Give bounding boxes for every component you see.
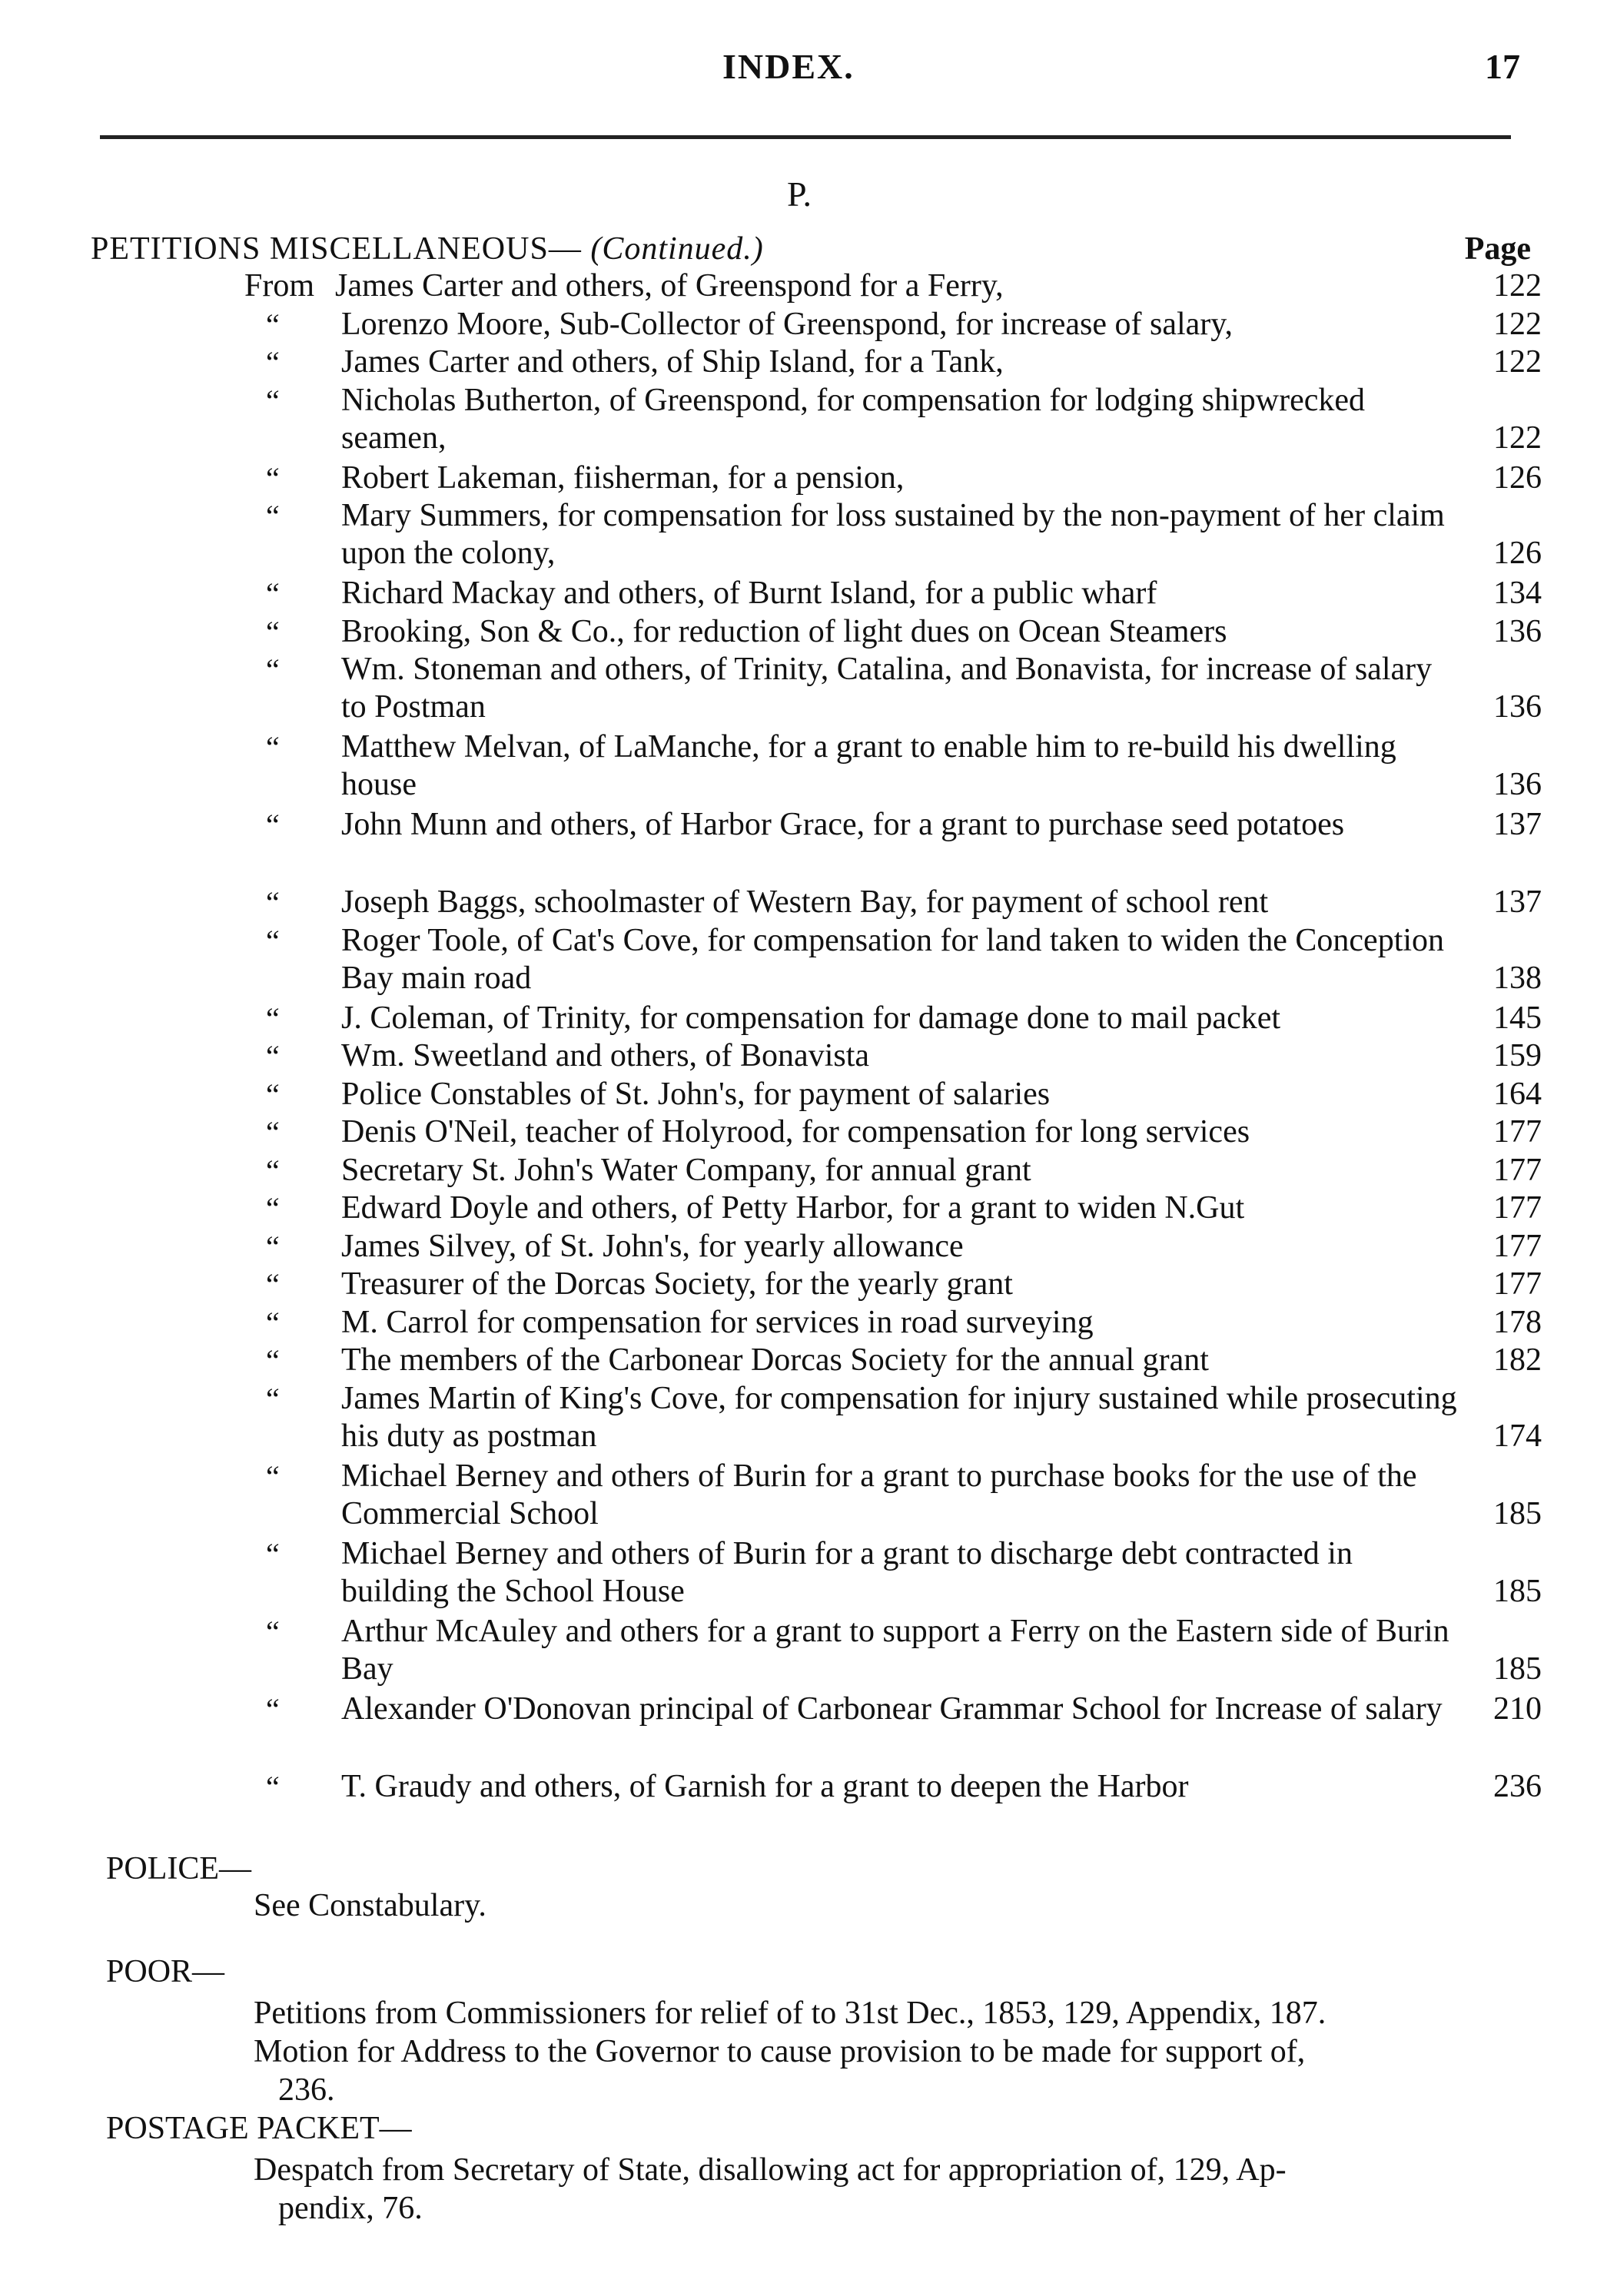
- petition-entry: [244, 651, 1542, 726]
- ditto-mark: “: [266, 1153, 280, 1188]
- petition-page-ref: 177: [1493, 1266, 1542, 1302]
- petition-text: Roger Toole, of Cat's Cove, for compensation for land taken to widen the Conception Bay main road: [341, 922, 1445, 996]
- petitions-heading: [91, 231, 764, 267]
- petition-entry: [244, 1380, 1542, 1455]
- ditto-mark: “: [266, 1000, 280, 1036]
- petition-text: M. Carrol for compensation for services in road surveying: [341, 1304, 1094, 1340]
- petition-entry: [244, 806, 1542, 844]
- petition-page-ref: 122: [1493, 306, 1542, 342]
- petition-entry: [244, 1076, 1542, 1113]
- petition-page-ref: 174: [1493, 1418, 1542, 1454]
- ditto-mark: “: [266, 576, 280, 611]
- petition-page-ref: 178: [1493, 1304, 1542, 1340]
- ditto-mark: “: [266, 1381, 280, 1416]
- petition-page-ref: 164: [1493, 1076, 1542, 1112]
- petition-text: T. Graudy and others, of Garnish for a grant to deepen the Harbor: [341, 1768, 1189, 1804]
- petition-entry: [244, 1768, 1542, 1806]
- petition-text: Nicholas Butherton, of Greenspond, for compensation for lodging shipwrecked seamen,: [341, 382, 1366, 456]
- ditto-mark: “: [266, 383, 280, 418]
- petition-page-ref: 177: [1493, 1190, 1542, 1226]
- poor-heading: POOR—: [106, 1954, 225, 1989]
- petition-page-ref: 210: [1493, 1690, 1542, 1727]
- ditto-mark: “: [266, 460, 280, 496]
- petition-page-ref: 137: [1493, 807, 1542, 842]
- petition-text: Michael Berney and others of Burin for a grant to discharge debt contracted in building the School House: [341, 1535, 1353, 1609]
- poor-line-2: Motion for Address to the Governor to cause provision to be made for support of,: [254, 2034, 1306, 2069]
- petition-entry: [244, 1152, 1542, 1189]
- petition-text: Edward Doyle and others, of Petty Harbor, for a grant to widen N.Gut: [341, 1190, 1245, 1226]
- petition-text: James Carter and others, of Greenspond for a Ferry,: [335, 268, 1004, 304]
- petition-entry: [244, 1535, 1542, 1611]
- petition-text: Police Constables of St. John's, for payment of salaries: [341, 1076, 1051, 1112]
- petition-entry: [244, 382, 1542, 457]
- ditto-mark: “: [266, 1769, 280, 1804]
- petition-page-ref: 185: [1493, 1495, 1542, 1531]
- ditto-mark: “: [266, 923, 280, 958]
- petition-page-ref: 134: [1493, 576, 1542, 611]
- petition-entry: [244, 922, 1542, 997]
- petition-entry: [244, 1690, 1542, 1728]
- police-heading: POLICE—: [106, 1851, 251, 1886]
- petition-entry: [244, 1266, 1542, 1303]
- petition-page-ref: 182: [1493, 1342, 1542, 1378]
- postage-heading: POSTAGE PACKET—: [106, 2111, 412, 2146]
- petition-text: Arthur McAuley and others for a grant to support a Ferry on the Eastern side of Burin Bay: [341, 1613, 1449, 1687]
- running-head: [0, 46, 1617, 92]
- petition-page-ref: 177: [1493, 1114, 1542, 1150]
- petition-entry: [244, 1613, 1542, 1688]
- petition-text: Lorenzo Moore, Sub-Collector of Greenspond, for increase of salary,: [341, 306, 1234, 342]
- petition-page-ref: 122: [1493, 268, 1542, 304]
- petition-page-ref: 177: [1493, 1152, 1542, 1188]
- petition-page-ref: 185: [1493, 1651, 1542, 1687]
- ditto-mark: “: [266, 730, 280, 765]
- ditto-mark: “: [266, 499, 280, 533]
- petition-page-ref: 185: [1493, 1573, 1542, 1609]
- petition-text: The members of the Carbonear Dorcas Society for the annual grant: [341, 1342, 1209, 1378]
- page-title: INDEX.: [722, 47, 855, 86]
- petition-page-ref: 236: [1493, 1768, 1542, 1804]
- police-line: See Constabulary.: [254, 1888, 486, 1923]
- petition-page-ref: 138: [1493, 960, 1542, 996]
- petition-text: Secretary St. John's Water Company, for annual grant: [341, 1152, 1031, 1188]
- ditto-mark: “: [266, 307, 280, 342]
- ditto-mark: “: [266, 1229, 280, 1264]
- petition-entry: [244, 460, 1542, 497]
- petition-page-ref: 122: [1493, 420, 1542, 456]
- petition-text: Wm. Stoneman and others, of Trinity, Catalina, and Bonavista, for increase of salary to Postman: [341, 652, 1433, 725]
- petition-entry: [244, 306, 1542, 343]
- petition-entry: [244, 1037, 1542, 1075]
- petition-entry: [244, 1113, 1542, 1151]
- ditto-mark: “: [266, 1614, 280, 1649]
- petition-entry: [244, 884, 1542, 921]
- petition-text: Joseph Baggs, schoolmaster of Western Bay, for payment of school rent: [341, 884, 1269, 920]
- header-rule: [100, 135, 1511, 139]
- petition-text: Wm. Sweetland and others, of Bonavista: [341, 1038, 870, 1073]
- ditto-mark: “: [266, 1458, 280, 1494]
- petition-entry: [244, 1304, 1542, 1342]
- petition-text: John Munn and others, of Harbor Grace, for a grant to purchase seed potatoes: [341, 807, 1345, 842]
- petition-text: Michael Berney and others of Burin for a grant to purchase books for the use of the Commercial School: [341, 1458, 1417, 1531]
- petition-entry: [244, 267, 1542, 305]
- petition-entry: [244, 497, 1542, 572]
- petition-page-ref: 136: [1493, 689, 1542, 725]
- petition-page-ref: 136: [1493, 767, 1542, 802]
- petition-page-ref: 126: [1493, 460, 1542, 496]
- page-number: 17: [1485, 47, 1520, 86]
- postage-line-1: Despatch from Secretary of State, disallowing act for appropriation of, 129, Ap-: [254, 2152, 1287, 2188]
- ditto-mark: “: [266, 1039, 280, 1073]
- petition-text: Mary Summers, for compensation for loss sustained by the non-payment of her claim upon the colony,: [341, 498, 1445, 571]
- page-column-label: Page: [1464, 231, 1531, 267]
- section-letter: P.: [787, 174, 812, 214]
- petition-page-ref: 126: [1493, 536, 1542, 571]
- ditto-mark: “: [266, 885, 280, 920]
- ditto-mark: “: [266, 614, 280, 649]
- petition-entry: [244, 1228, 1542, 1266]
- ditto-mark: “: [266, 652, 280, 687]
- petition-page-ref: 177: [1493, 1228, 1542, 1264]
- petition-text: Matthew Melvan, of LaManche, for a grant to enable him to re-build his dwelling house: [341, 729, 1396, 802]
- petition-page-ref: 122: [1493, 344, 1542, 380]
- ditto-mark: “: [266, 345, 280, 380]
- petition-entry: [244, 1000, 1542, 1037]
- continued-label: (Continued.): [590, 231, 764, 267]
- petition-text: Brooking, Son & Co., for reduction of light dues on Ocean Steamers: [341, 613, 1227, 649]
- petition-text: J. Coleman, of Trinity, for compensation for damage done to mail packet: [341, 1000, 1281, 1036]
- petition-text: Denis O'Neil, teacher of Holyrood, for compensation for long services: [341, 1114, 1250, 1150]
- ditto-mark: “: [266, 1267, 280, 1302]
- petitions-heading-text: PETITIONS MISCELLANEOUS—: [91, 231, 582, 267]
- ditto-mark: “: [266, 1536, 280, 1571]
- petition-text: James Silvey, of St. John's, for yearly allowance: [341, 1228, 964, 1264]
- ditto-mark: “: [266, 808, 280, 842]
- ditto-mark: “: [266, 1077, 280, 1112]
- petition-entry: [244, 613, 1542, 651]
- ditto-mark: “: [266, 1691, 280, 1727]
- petition-page-ref: 137: [1493, 884, 1542, 920]
- postage-line-2: pendix, 76.: [278, 2191, 423, 2226]
- from-label: From: [244, 268, 315, 304]
- petition-entry: [244, 1189, 1542, 1227]
- ditto-mark: “: [266, 1191, 280, 1226]
- petition-page-ref: 145: [1493, 1000, 1542, 1036]
- petition-text: Richard Mackay and others, of Burnt Island, for a public wharf: [341, 576, 1157, 611]
- ditto-mark: “: [266, 1115, 280, 1150]
- petition-text: James Carter and others, of Ship Island, for a Tank,: [341, 344, 1004, 380]
- petition-entry: [244, 343, 1542, 381]
- petition-entry: [244, 1342, 1542, 1379]
- ditto-mark: “: [266, 1343, 280, 1378]
- poor-line-3: 236.: [278, 2072, 335, 2108]
- petition-text: James Martin of King's Cove, for compensation for injury sustained while prosecuting his duty as postman: [341, 1380, 1457, 1454]
- petition-page-ref: 136: [1493, 613, 1542, 649]
- petition-entry: [244, 1458, 1542, 1533]
- poor-line-1: Petitions from Commissioners for relief of to 31st Dec., 1853, 129, Appendix, 187.: [254, 1996, 1326, 2031]
- petition-text: Treasurer of the Dorcas Society, for the yearly grant: [341, 1266, 1013, 1302]
- petition-page-ref: 159: [1493, 1038, 1542, 1073]
- petition-entry: [244, 575, 1542, 612]
- petition-entry: [244, 728, 1542, 804]
- petition-text: Robert Lakeman, fiisherman, for a pension,: [341, 460, 905, 496]
- ditto-mark: “: [266, 1305, 280, 1340]
- petition-text: Alexander O'Donovan principal of Carbonear Grammar School for Increase of salary: [341, 1690, 1443, 1727]
